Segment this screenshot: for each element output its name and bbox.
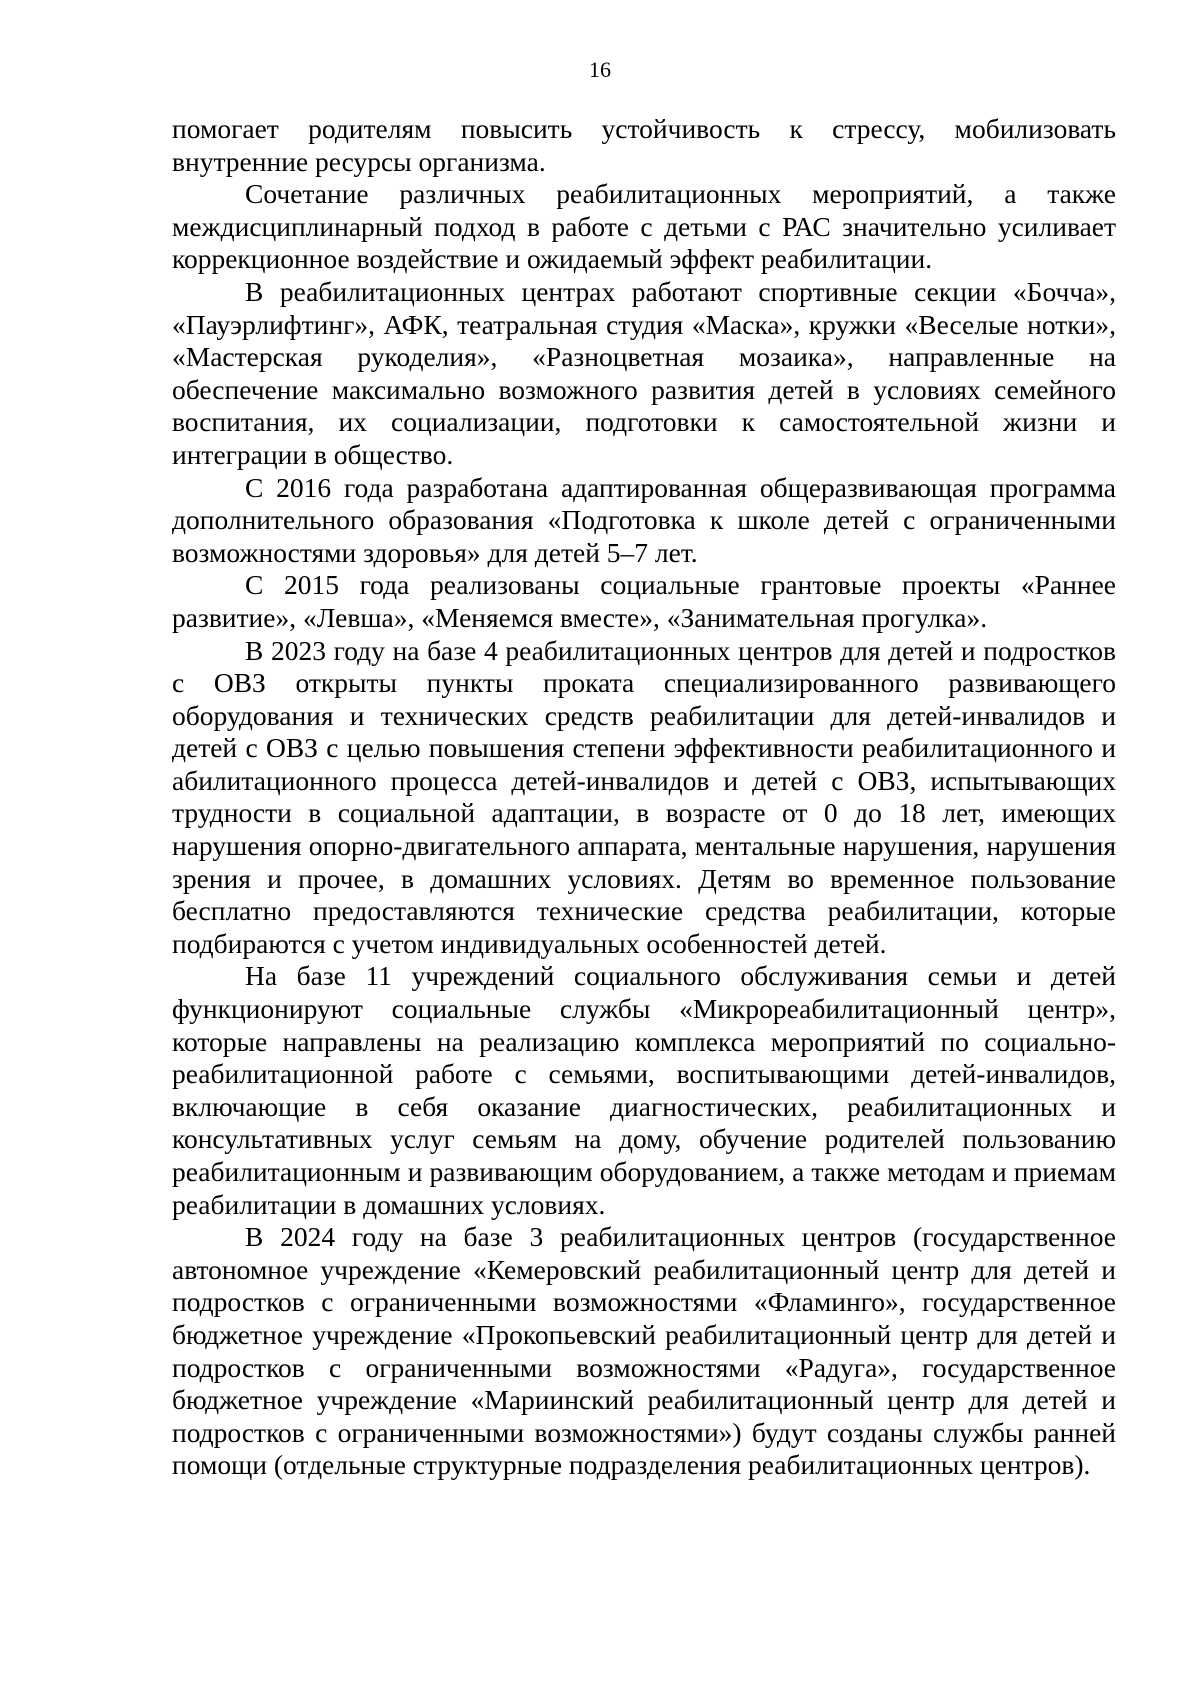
paragraph-interdisciplinary-approach: Сочетание различных реабилитационных мероприятий, а также междисциплинарный подход в работе с детьми с РАС значительно усиливает коррекционное воздействие и ожидаемый эффект реабилитации. — [172, 178, 1116, 275]
paragraph-microrehab-centers: На базе 11 учреждений социального обслуживания семьи и детей функционируют социальные службы «Микрореабилитационный центр», которые направлены на реализацию комплекса мероприятий по социально-реабилитационной работе с семьями, воспитывающими детей-инвалидов, включающие в себя оказание диагностических, реабилитационных и консультативных услуг семьям на дому, обучение родителей пользованию реабилитационным и развивающим оборудованием, а также методам и приемам реабилитации в домашних условиях. — [172, 960, 1116, 1220]
paragraph-rental-points: В 2023 году на базе 4 реабилитационных центров для детей и подростков с ОВЗ открыты пункты проката специализированного развивающего оборудования и технических средств реабилитации для детей-инвалидов и детей с ОВЗ с целью повышения степени эффективности реабилитационного и абилитационного процесса детей-инвалидов и детей с ОВЗ, испытывающих трудности в социальной адаптации, в возрасте от 0 до 18 лет, имеющих нарушения опорно-двигательного аппарата, ментальные нарушения, нарушения зрения и прочее, в домашних условиях. Детям во временное пользование бесплатно предоставляются технические средства реабилитации, которые подбираются с учетом индивидуальных особенностей детей. — [172, 634, 1116, 959]
paragraph-early-help-services: В 2024 году на базе 3 реабилитационных центров (государственное автономное учреждение «Кемеровский реабилитационный центр для детей и подростков с ограниченными возможностями «Фламинго», государственное бюджетное учреждение «Прокопьевский реабилитационный центр для детей и подростков с ограниченными возможностями «Радуга», государственное бюджетное учреждение «Мариинский реабилитационный центр для детей и подростков с ограниченными возможностями») будут созданы службы ранней помощи (отдельные структурные подразделения реабилитационных центров). — [172, 1221, 1116, 1481]
document-body — [172, 113, 1116, 1482]
paragraph-grant-projects: С 2015 года реализованы социальные грантовые проекты «Раннее развитие», «Левша», «Меняемся вместе», «Занимательная прогулка». — [172, 569, 1116, 633]
paragraph-sport-sections: В реабилитационных центрах работают спортивные секции «Бочча», «Пауэрлифтинг», АФК, театральная студия «Маска», кружки «Веселые нотки», «Мастерская рукоделия», «Разноцветная мозаика», направленные на обеспечение максимально возможного развития детей в условиях семейного воспитания, их социализации, подготовки к самостоятельной жизни и интеграции в общество. — [172, 275, 1116, 470]
paragraph-education-program: С 2016 года разработана адаптированная общеразвивающая программа дополнительного образования «Подготовка к школе детей с ограниченными возможностями здоровья» для детей 5–7 лет. — [172, 471, 1116, 568]
page-number: 16 — [589, 57, 611, 82]
paragraph-continuation: помогает родителям повысить устойчивость к стрессу, мобилизовать внутренние ресурсы организма. — [172, 113, 1116, 177]
